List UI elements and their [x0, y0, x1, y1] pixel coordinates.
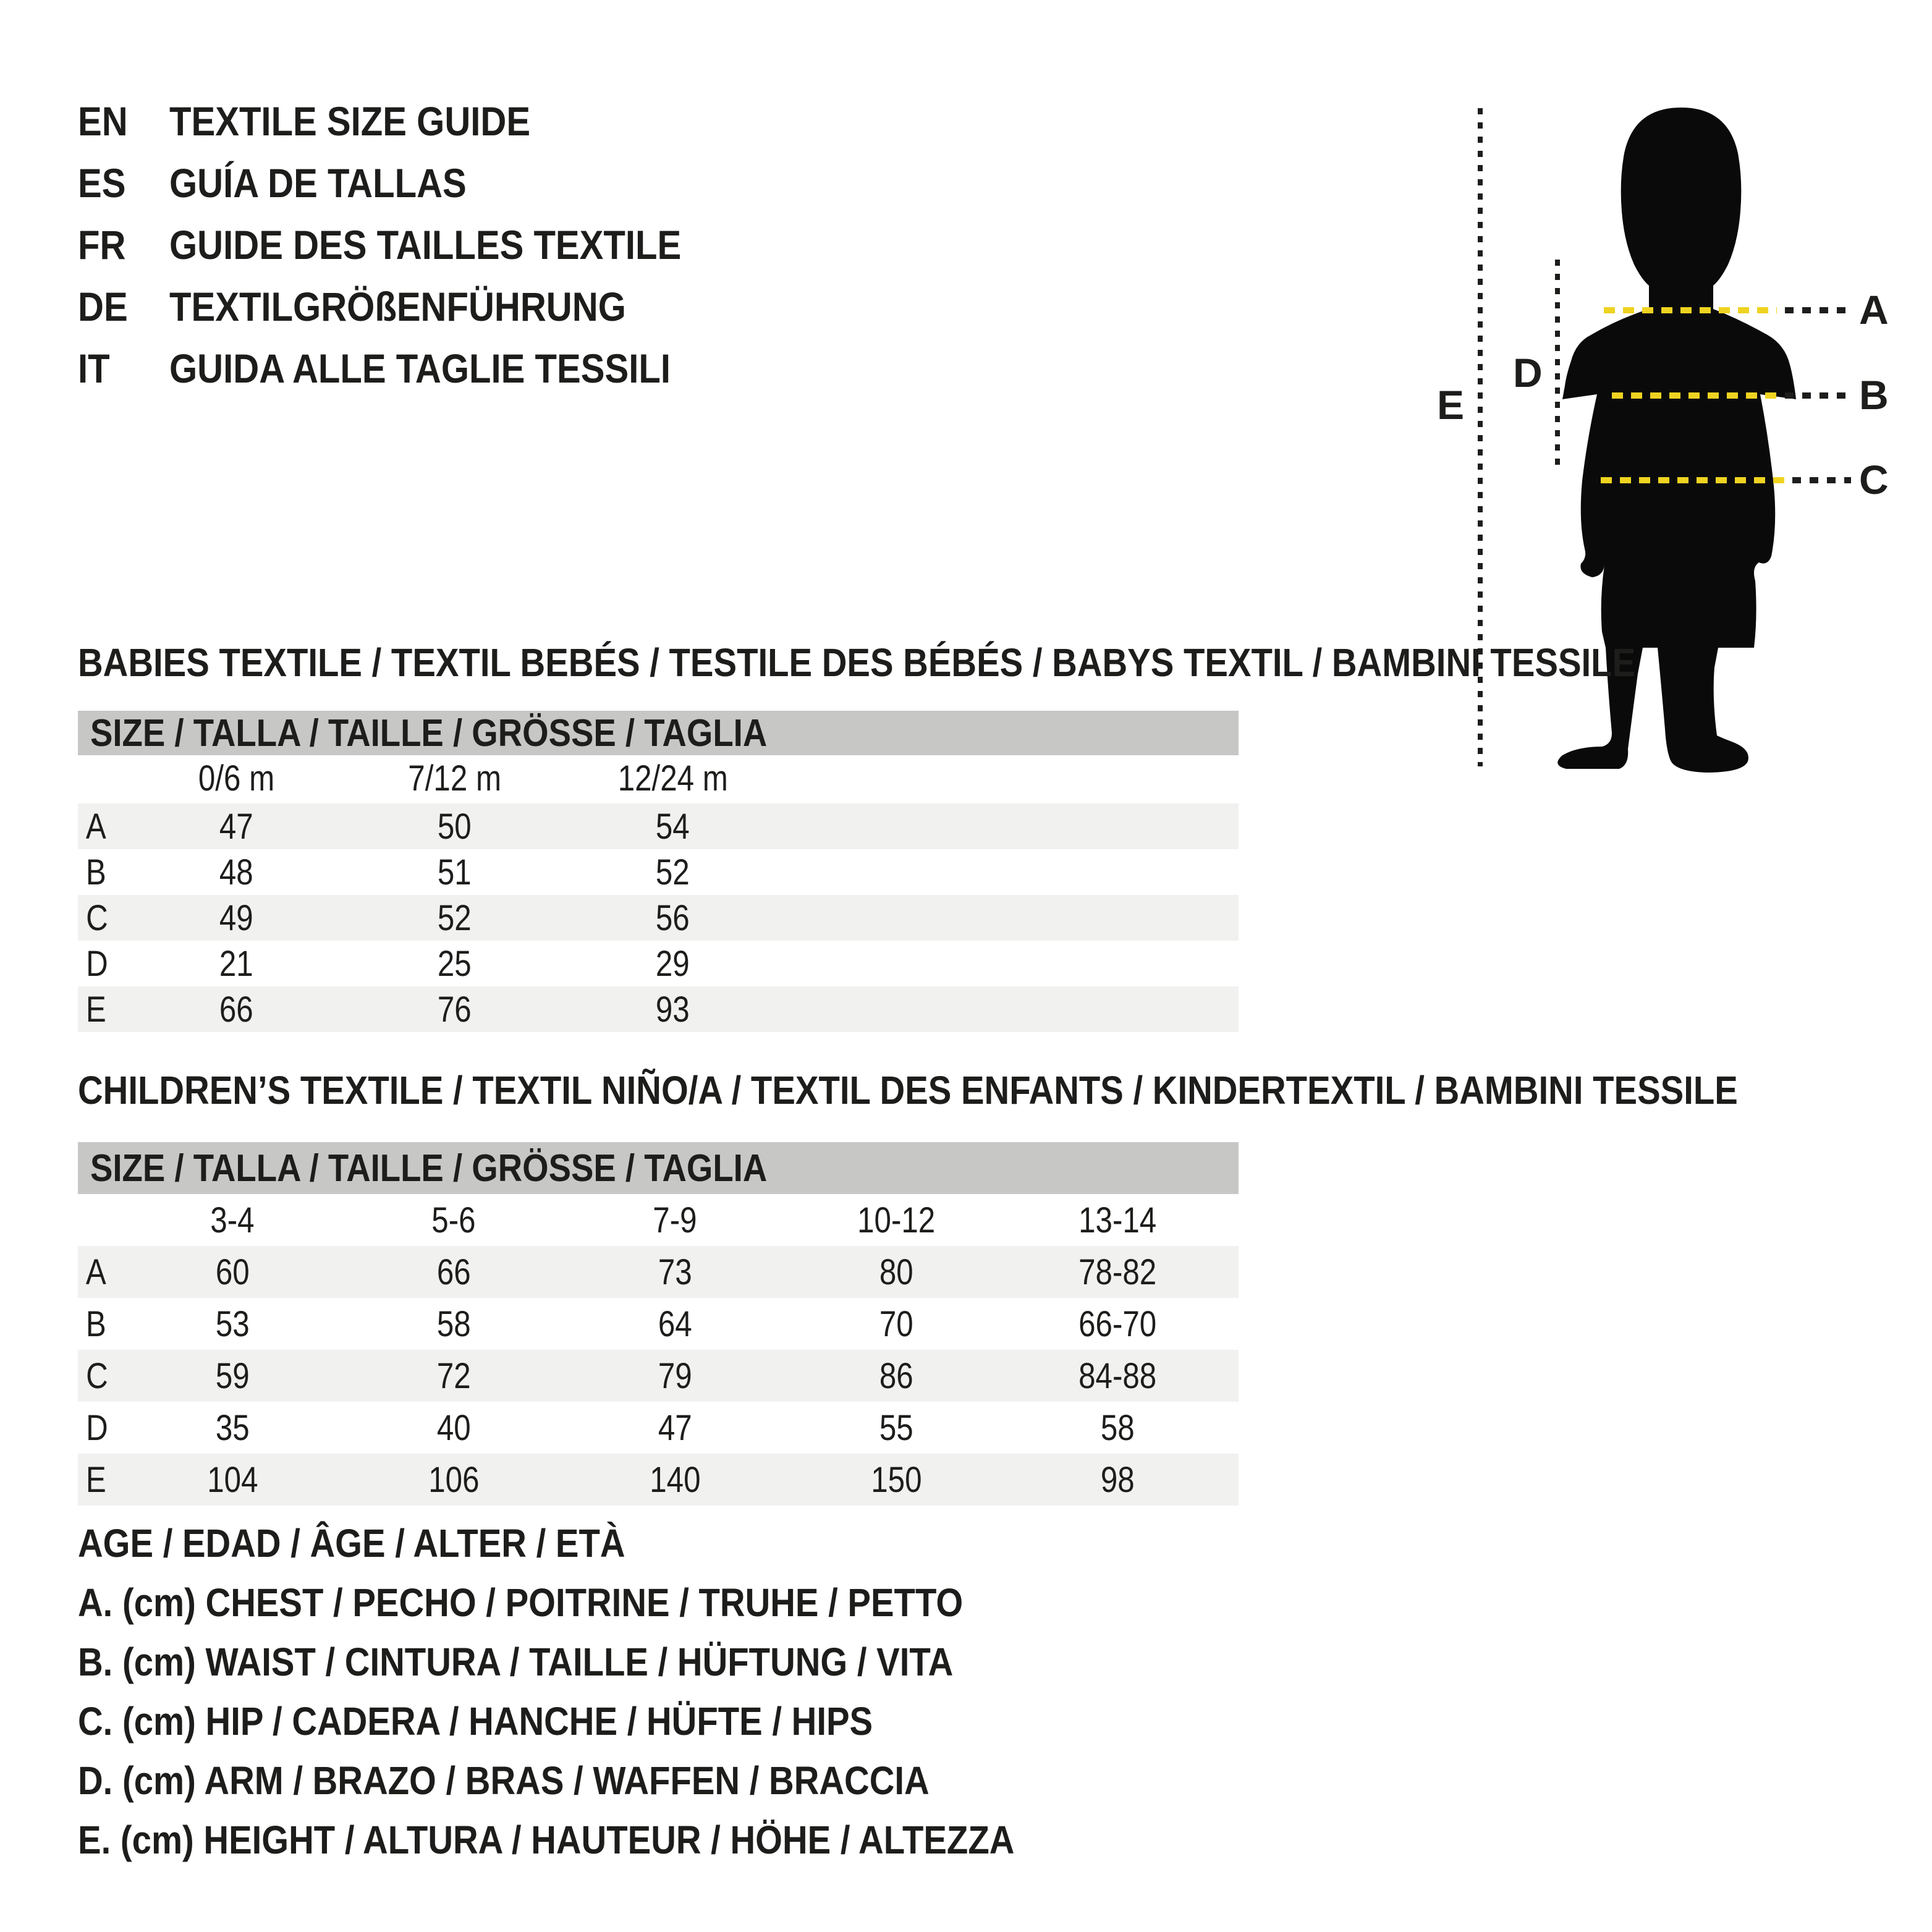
- children-row-b: [78, 1298, 1239, 1350]
- babies-row-a: [78, 803, 1239, 849]
- size-value: 150: [870, 1459, 922, 1500]
- children-row-e: [78, 1454, 1239, 1506]
- size-value: 50: [438, 806, 472, 847]
- size-value: 60: [215, 1252, 250, 1292]
- size-value: 35: [215, 1407, 250, 1448]
- size-value: 47: [219, 806, 253, 847]
- language-row-en: [78, 90, 751, 152]
- size-value: 76: [438, 989, 472, 1030]
- label-e: E: [1437, 382, 1465, 428]
- size-value: 55: [879, 1407, 913, 1448]
- legend-line-hip: C. (cm) HIP / CADERA / HANCHE / HÜFTE / HIPS: [78, 1699, 873, 1743]
- size-value: 72: [436, 1355, 471, 1396]
- babies-column-header-row: [78, 755, 1239, 801]
- language-code: FR: [78, 222, 126, 268]
- babies-row-e: [78, 986, 1239, 1032]
- size-value: 52: [656, 852, 690, 892]
- size-value: 21: [219, 943, 253, 984]
- size-value: 64: [658, 1303, 692, 1344]
- language-label: TEXTILE SIZE GUIDE: [169, 98, 531, 144]
- row-letter: C: [86, 897, 108, 938]
- children-size-table: [78, 1068, 1738, 1512]
- language-row-es: [78, 152, 751, 214]
- size-value: 98: [1100, 1459, 1135, 1500]
- row-letter: B: [85, 1303, 106, 1344]
- size-value: 40: [436, 1407, 471, 1448]
- children-column-header-row: [78, 1194, 1239, 1246]
- language-list: [78, 90, 751, 399]
- language-code: DE: [78, 284, 128, 329]
- size-value: 25: [438, 943, 472, 984]
- language-code: IT: [78, 345, 110, 391]
- size-value: 58: [1100, 1407, 1135, 1448]
- children-size-header-bar: SIZE / TALLA / TAILLE / GRÖSSE / TAGLIA: [78, 1142, 1239, 1194]
- column-header: 12/24 m: [617, 758, 728, 799]
- size-value: 106: [428, 1459, 480, 1500]
- language-code: EN: [78, 98, 128, 144]
- babies-row-c: [78, 895, 1239, 941]
- language-label: GUIDE DES TAILLES TEXTILE: [169, 222, 682, 268]
- size-value: 53: [215, 1303, 250, 1344]
- language-label: GUÍA DE TALLAS: [169, 160, 467, 206]
- size-value: 140: [649, 1459, 701, 1500]
- children-row-a: [78, 1246, 1239, 1298]
- size-value: 84-88: [1078, 1355, 1157, 1396]
- babies-row-b: [78, 849, 1239, 895]
- row-letter: D: [86, 943, 108, 984]
- legend-line-chest: A. (cm) CHEST / PECHO / POITRINE / TRUHE / PETTO: [78, 1580, 964, 1625]
- size-value: 58: [436, 1303, 471, 1344]
- legend-line-height: E. (cm) HEIGHT / ALTURA / HAUTEUR / HÖHE / ALTEZZA: [78, 1818, 1015, 1862]
- children-row-d: [78, 1402, 1239, 1454]
- size-value: 56: [656, 897, 690, 938]
- row-letter: C: [86, 1355, 108, 1396]
- size-value: 47: [658, 1407, 692, 1448]
- row-letter: E: [85, 1459, 106, 1500]
- size-value: 80: [879, 1252, 913, 1292]
- row-letter: A: [85, 1252, 106, 1292]
- column-header: 7-9: [653, 1200, 697, 1240]
- size-value: 66: [436, 1252, 471, 1292]
- babies-row-d: [78, 941, 1239, 986]
- label-d: D: [1513, 350, 1543, 396]
- row-letter: D: [86, 1407, 108, 1448]
- column-header: 0/6 m: [198, 758, 275, 799]
- label-c: C: [1859, 457, 1889, 502]
- row-letter: A: [85, 806, 106, 847]
- size-value: 73: [658, 1252, 692, 1292]
- row-letter: E: [85, 989, 106, 1030]
- label-b: B: [1859, 372, 1889, 418]
- column-header: 10-12: [857, 1200, 936, 1240]
- size-value: 29: [656, 943, 690, 984]
- size-value: 66: [219, 989, 253, 1030]
- size-value: 78-82: [1078, 1252, 1157, 1292]
- column-header: 13-14: [1078, 1200, 1157, 1240]
- legend-line-arm: D. (cm) ARM / BRAZO / BRAS / WAFFEN / BRACCIA: [78, 1758, 930, 1803]
- size-value: 93: [656, 989, 690, 1030]
- size-value: 49: [219, 897, 253, 938]
- size-value: 52: [438, 897, 472, 938]
- children-section-heading: CHILDREN’S TEXTILE / TEXTIL NIÑO/A / TEXTIL DES ENFANTS / KINDERTEXTIL / BAMBINI TESSILE: [78, 1068, 1738, 1112]
- size-value: 59: [215, 1355, 250, 1396]
- measurement-legend: [78, 1514, 1142, 1870]
- column-header: 7/12 m: [408, 758, 501, 799]
- column-header: 3-4: [210, 1200, 255, 1240]
- size-value: 104: [206, 1459, 258, 1500]
- language-row-fr: [78, 214, 751, 276]
- size-value: 86: [879, 1355, 913, 1396]
- language-label: TEXTILGRÖßENFÜHRUNG: [169, 284, 626, 329]
- label-a: A: [1859, 287, 1889, 333]
- language-row-it: [78, 337, 751, 399]
- language-row-de: [78, 276, 751, 337]
- legend-line-age: AGE / EDAD / ÂGE / ALTER / ETÀ: [78, 1521, 625, 1566]
- babies-size-table: [78, 640, 1636, 1038]
- babies-section-heading: BABIES TEXTILE / TEXTIL BEBÉS / TESTILE DES BÉBÉS / BABYS TEXTIL / BAMBINI TESSILE: [78, 640, 1636, 685]
- children-row-c: [78, 1350, 1239, 1402]
- size-value: 70: [879, 1303, 913, 1344]
- language-code: ES: [78, 160, 126, 206]
- size-value: 79: [658, 1355, 692, 1396]
- babies-size-header-bar: SIZE / TALLA / TAILLE / GRÖSSE / TAGLIA: [78, 711, 1239, 755]
- size-value: 54: [656, 806, 690, 847]
- column-header: 5-6: [431, 1200, 476, 1240]
- legend-line-waist: B. (cm) WAIST / CINTURA / TAILLE / HÜFTUNG / VITA: [78, 1640, 954, 1684]
- size-value: 66-70: [1078, 1303, 1157, 1344]
- row-letter: B: [85, 852, 106, 892]
- size-value: 48: [219, 852, 253, 892]
- size-value: 51: [438, 852, 472, 892]
- language-label: GUIDA ALLE TAGLIE TESSILI: [169, 345, 671, 391]
